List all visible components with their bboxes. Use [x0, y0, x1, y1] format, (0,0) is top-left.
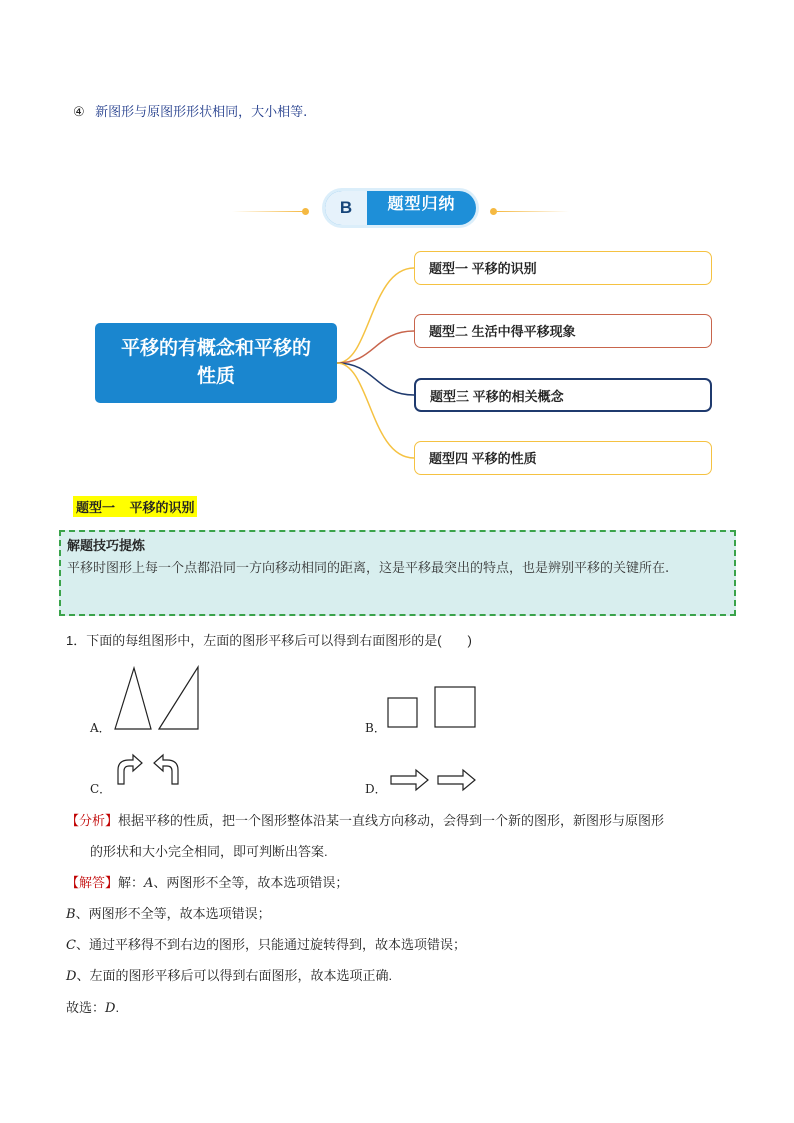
answer-b-text: 、两图形不全等，故本选项错误； [75, 906, 271, 921]
option-c-label: C． [90, 782, 112, 796]
mindmap-center-label: 平移的有概念和平移的性质 [120, 338, 311, 387]
curved-arrow-right-icon [118, 755, 142, 784]
option-d-label: D． [365, 782, 387, 796]
triangle-left [115, 668, 151, 729]
answer-a-text: 、两图形不全等，故本选项错误； [153, 875, 349, 890]
answer-tag: 【解答】 [66, 875, 119, 890]
answer-d-text: 、左面的图形平移后可以得到右面图形，故本选项正确. [76, 968, 393, 983]
answer-line-b [66, 898, 271, 930]
arrow-right-icon [438, 770, 475, 790]
option-a-figure [110, 665, 205, 735]
connector-4 [337, 363, 414, 458]
tip-text: 平移时图形上每一个点都沿同一方向移动相同的距离，这是平移最突出的特点，也是辨别平移的关键所在. [67, 561, 670, 576]
branch-label: 题型一 平移的识别 [429, 261, 537, 276]
branch-label: 题型三 平移的相关概念 [430, 389, 564, 404]
option-b-label: B． [365, 721, 386, 735]
section-title: 题型归纳 [387, 196, 456, 213]
connector-1 [337, 268, 414, 363]
question-stem: 1．下面的每组图形中，左面的图形平移后可以得到右面图形的是( ) [66, 633, 472, 648]
answer-line-d [66, 960, 392, 992]
option-c-figure [112, 752, 187, 792]
answer-c-text: 、通过平移得不到右边的图形，只能通过旋转得到，故本选项错误； [75, 937, 466, 952]
section-letter: B [325, 191, 367, 225]
analysis-text: 根据平移的性质，把一个图形整体沿某一直线方向移动，会得到一个新的图形，新图形与原图形 [118, 813, 665, 828]
analysis-line-1 [66, 805, 664, 836]
mindmap-branch-1 [414, 251, 712, 285]
triangle-right [159, 667, 198, 729]
option-d-figure [388, 767, 480, 795]
answer-d-letter: D [66, 969, 77, 984]
analysis-line-2: 的形状和大小完全相同，即可判断出答案. [90, 844, 328, 859]
analysis-tag: 【分析】 [66, 813, 119, 828]
tip-title: 解题技巧提炼 [67, 538, 146, 553]
item-text: 新图形与原图形形状相同，大小相等. [95, 105, 308, 120]
arrow-right-icon [391, 770, 428, 790]
topic-heading: 题型一 平移的识别 [73, 496, 197, 517]
final-letter: D [105, 1001, 116, 1016]
branch-label: 题型二 生活中得平移现象 [429, 324, 576, 339]
answer-b-letter: B [66, 907, 76, 922]
final-suffix: . [115, 1000, 120, 1015]
answer-line-c [66, 929, 466, 961]
final-prefix: 故选： [66, 1000, 106, 1015]
branch-label: 题型四 平移的性质 [429, 451, 537, 466]
square-large [435, 687, 475, 727]
item-number: ④ [73, 105, 85, 120]
option-b-figure [385, 685, 480, 733]
answer-a-letter: A [144, 876, 154, 891]
square-small [388, 698, 417, 727]
answer-lead: 解： [118, 875, 145, 890]
answer-c-letter: C [66, 938, 76, 953]
mindmap-branch-4 [414, 441, 712, 475]
option-a-label: A． [90, 721, 111, 735]
mindmap-center [95, 323, 337, 403]
mindmap-branch-3 [414, 378, 712, 412]
answer-final [66, 992, 119, 1024]
answer-line-lead [66, 867, 348, 899]
mindmap-branch-2 [414, 314, 712, 348]
curved-arrow-left-icon [154, 755, 178, 784]
